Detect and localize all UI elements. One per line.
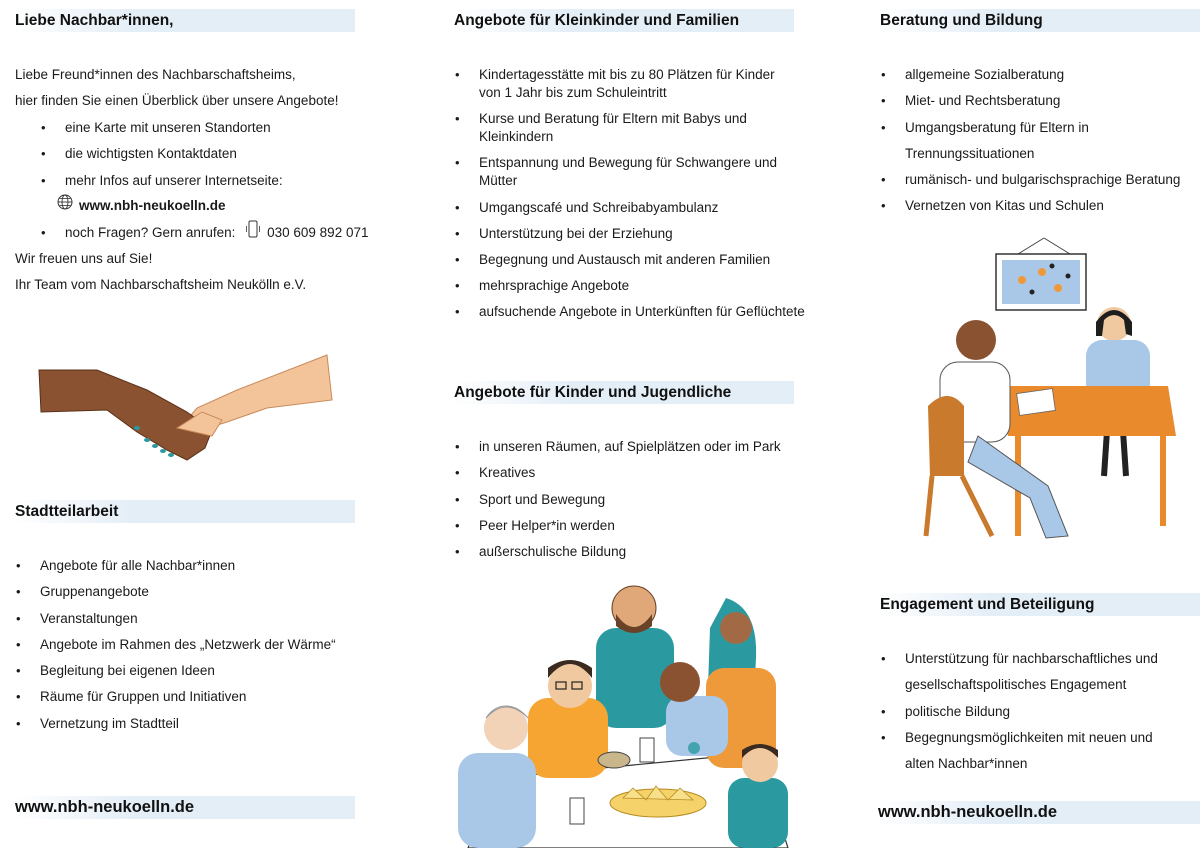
greeting-heading: Liebe Nachbar*innen,	[13, 9, 355, 32]
list-item	[880, 646, 1158, 699]
footer-url-left[interactable]: www.nbh-neukoelln.de	[13, 796, 355, 819]
list-item-text: Entspannung und Bewegung für Schwangere und	[479, 155, 777, 171]
list-item-text: Trennungssituationen	[905, 145, 1035, 161]
list-item-text: Begegnungsmöglichkeiten mit neuen und	[905, 729, 1153, 745]
handshake-illustration	[37, 350, 337, 470]
list-item-text: Kurse und Beratung für Eltern mit Babys und	[479, 111, 747, 127]
phone-icon	[245, 220, 261, 247]
counseling-illustration	[918, 236, 1178, 546]
list-item: • mehrsprachige Angebote	[454, 277, 805, 295]
list-item: • Angebote im Rahmen des „Netzwerk der Wärme“	[15, 632, 336, 658]
list-item: • Vernetzung im Stadtteil	[15, 711, 336, 737]
list-item	[454, 154, 805, 190]
list-item	[454, 110, 805, 146]
list-item: • die wichtigsten Kontaktdaten	[40, 141, 283, 167]
footer-url-right[interactable]: www.nbh-neukoelln.de	[876, 801, 1200, 824]
list-item: • aufsuchende Angebote in Unterkünften für Geflüchtete	[454, 303, 805, 321]
list-item-text: von 1 Jahr bis zum Schuleintritt	[479, 85, 667, 100]
beratung-list	[880, 62, 1180, 220]
list-item: • Angebote für alle Nachbar*innen	[15, 553, 336, 579]
list-item-text: gesellschaftspolitisches Engagement	[905, 677, 1127, 693]
list-item: • Vernetzen von Kitas und Schulen	[880, 193, 1180, 219]
list-item-text: alten Nachbar*innen	[905, 756, 1028, 772]
stadtteil-list	[15, 553, 336, 737]
list-item: • Unterstützung bei der Erziehung	[454, 225, 805, 243]
closing-line-2: Ihr Team vom Nachbarschaftsheim Neukölln e.V.	[15, 277, 307, 292]
list-item	[880, 725, 1158, 778]
youth-heading: Angebote für Kinder und Jugendliche	[452, 381, 794, 404]
phone-number[interactable]: 030 609 892 071	[267, 225, 369, 241]
list-item: • Veranstaltungen	[15, 606, 336, 632]
globe-icon	[57, 193, 73, 219]
list-item: • Begleitung bei eigenen Ideen	[15, 658, 336, 684]
list-item: • außerschulische Bildung	[454, 539, 781, 565]
list-item: • mehr Infos auf unserer Internetseite:	[40, 168, 283, 194]
website-line	[57, 193, 226, 220]
list-item	[880, 115, 1180, 168]
list-item: • politische Bildung	[880, 699, 1158, 725]
list-item: • Sport und Bewegung	[454, 487, 781, 513]
list-item: • in unseren Räumen, auf Spielplätzen oder im Park	[454, 434, 781, 460]
list-item-text: Kindertagesstätte mit bis zu 80 Plätzen für Kinder	[479, 67, 775, 82]
list-item-text: Unterstützung für nachbarschaftliches und	[905, 651, 1158, 666]
list-item: • rumänisch- und bulgarischsprachige Beratung	[880, 167, 1180, 193]
list-item: • Räume für Gruppen und Initiativen	[15, 684, 336, 710]
list-item: • Kreatives	[454, 460, 781, 486]
beratung-heading: Beratung und Bildung	[878, 9, 1200, 32]
closing-line-1: Wir freuen uns auf Sie!	[15, 251, 153, 266]
list-item: • Begegnung und Austausch mit anderen Familien	[454, 251, 805, 269]
families-list	[454, 66, 805, 330]
list-item: • allgemeine Sozialberatung	[880, 62, 1180, 88]
list-item-text: Umgangsberatung für Eltern in	[905, 119, 1089, 135]
list-item: • Miet- und Rechtsberatung	[880, 88, 1180, 114]
list-item: • eine Karte mit unseren Standorten	[40, 115, 283, 141]
intro-line-1: Liebe Freund*innen des Nachbarschaftsheims,	[15, 67, 296, 82]
list-item: • Umgangscafé und Schreibabyambulanz	[454, 199, 805, 217]
list-item-text: Mütter	[479, 173, 518, 189]
list-item	[40, 220, 368, 247]
list-item	[454, 66, 805, 102]
engagement-heading: Engagement und Beteiligung	[878, 593, 1200, 616]
families-heading: Angebote für Kleinkinder und Familien	[452, 9, 794, 32]
youth-list	[454, 434, 781, 565]
intro-bullet-list	[40, 115, 283, 194]
list-item-text: Kleinkindern	[479, 129, 554, 145]
list-item: • Peer Helper*in werden	[454, 513, 781, 539]
engagement-list	[880, 646, 1158, 777]
website-link[interactable]: www.nbh-neukoelln.de	[79, 198, 226, 213]
intro-line-2: hier finden Sie einen Überblick über unsere Angebote!	[15, 93, 339, 108]
phone-line	[40, 220, 368, 247]
group-table-illustration	[458, 578, 798, 848]
phone-prompt: noch Fragen? Gern anrufen:	[65, 225, 236, 241]
list-item: • Gruppenangebote	[15, 579, 336, 605]
stadtteil-heading: Stadtteilarbeit	[13, 500, 355, 523]
